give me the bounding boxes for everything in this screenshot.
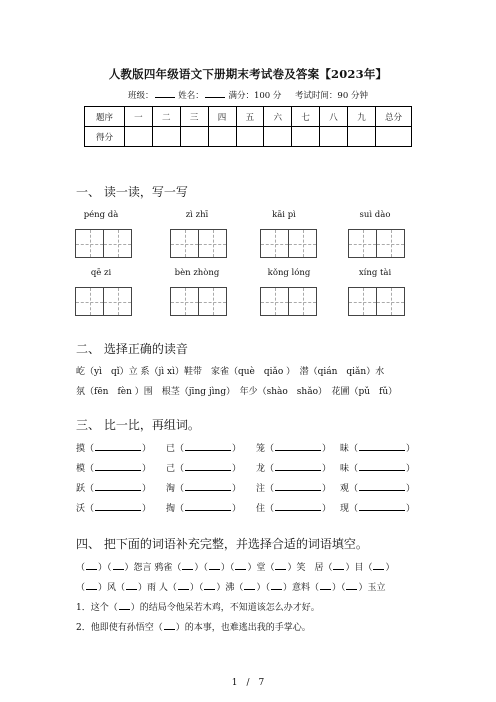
idiom-blank[interactable] — [271, 581, 282, 590]
idiom-blank[interactable] — [373, 561, 384, 570]
writing-grid[interactable] — [260, 229, 316, 257]
compare-item: 跃（ ） — [76, 481, 151, 494]
question-2: 2．他即使有孙悟空（ ）的本事，也难逃出我的手掌心。 — [76, 623, 311, 633]
section4-heading: 四、 把下面的词语补充完整，并选择合适的词语填空。 — [76, 537, 368, 551]
answer-blank[interactable] — [359, 481, 405, 491]
writing-grid[interactable] — [260, 287, 316, 315]
compare-item: 昧（ ） — [340, 441, 415, 454]
answer-blank[interactable] — [359, 501, 405, 511]
name-blank[interactable] — [205, 89, 225, 98]
compare-char: 跃 — [76, 484, 86, 494]
writing-grid[interactable] — [75, 287, 131, 315]
score-cell[interactable] — [376, 127, 412, 147]
compare-char: 味 — [340, 464, 350, 474]
score-row-label: 得分 — [85, 127, 125, 147]
compare-item: 注（ ） — [256, 481, 331, 494]
class-blank[interactable] — [155, 89, 175, 98]
answer-blank[interactable] — [275, 481, 321, 491]
writing-grid[interactable] — [348, 229, 404, 257]
question-blank[interactable] — [119, 601, 130, 610]
pinyin: qē zi — [90, 268, 112, 278]
idiom-blank[interactable] — [209, 561, 220, 570]
page-number: 1 / 7 — [231, 678, 265, 688]
score-header-cell: 七 — [292, 107, 320, 127]
compare-item: 住（ ） — [256, 501, 331, 514]
score-header-cell: 题序 — [85, 107, 125, 127]
answer-blank[interactable] — [275, 441, 321, 451]
answer-blank[interactable] — [95, 481, 141, 491]
answer-blank[interactable] — [95, 441, 141, 451]
compare-item: 淘（ ） — [166, 481, 241, 494]
idiom-blank[interactable] — [113, 561, 124, 570]
compare-char: 住 — [256, 504, 266, 514]
writing-grid[interactable] — [170, 229, 226, 257]
pinyin: zì zhī — [185, 210, 209, 220]
section3-heading: 三、 比一比，再组词。 — [76, 418, 200, 432]
score-header-cell: 三 — [180, 107, 208, 127]
compare-char: 沃 — [76, 504, 86, 514]
compare-char: 观 — [340, 484, 350, 494]
idiom-blank[interactable] — [178, 581, 189, 590]
score-header-cell: 八 — [320, 107, 348, 127]
score-header-cell: 九 — [348, 107, 376, 127]
idiom-blank[interactable] — [86, 561, 97, 570]
idiom-blank[interactable] — [235, 561, 246, 570]
answer-blank[interactable] — [95, 501, 141, 511]
score-cell[interactable] — [320, 127, 348, 147]
writing-grid[interactable] — [348, 287, 404, 315]
compare-item: 观（ ） — [340, 481, 415, 494]
score-cell[interactable] — [236, 127, 264, 147]
compare-item: 已（ ） — [166, 441, 241, 454]
compare-char: 已 — [166, 444, 176, 454]
answer-blank[interactable] — [359, 461, 405, 471]
answer-blank[interactable] — [185, 481, 231, 491]
compare-item: 模（ ） — [76, 461, 151, 474]
answer-blank[interactable] — [185, 441, 231, 451]
exam-info-line — [0, 89, 496, 101]
idiom-blank[interactable] — [86, 581, 97, 590]
answer-blank[interactable] — [185, 461, 231, 471]
score-table-score-row — [85, 127, 412, 147]
compare-item: 味（ ） — [340, 461, 415, 474]
score-header-cell: 二 — [152, 107, 180, 127]
answer-blank[interactable] — [359, 441, 405, 451]
pinyin: suì dào — [359, 210, 391, 220]
score-cell[interactable] — [125, 127, 153, 147]
compare-char: 昧 — [340, 444, 350, 454]
score-table — [84, 106, 412, 147]
idiom-blank[interactable] — [346, 581, 357, 590]
compare-char: 淘 — [166, 484, 176, 494]
compare-char: 笼 — [256, 444, 266, 454]
score-header-cell: 六 — [264, 107, 292, 127]
question-1: 1．这个（ ）的结局令他呆若木鸡，不知道该怎么办才好。 — [76, 603, 320, 613]
full-score: 满分：100 分 — [228, 91, 282, 101]
compare-char: 模 — [76, 464, 86, 474]
compare-item: 己（ ） — [166, 461, 241, 474]
score-header-cell: 四 — [208, 107, 236, 127]
idiom-line-1: （ ）（ ）怨言 鸦雀（ ）（ ）（ ）堂（ ）笑 居（ ）目（ ） — [76, 563, 395, 573]
idiom-blank[interactable] — [333, 561, 344, 570]
score-cell[interactable] — [208, 127, 236, 147]
question-blank[interactable] — [164, 621, 175, 630]
pinyin: kāi pì — [272, 210, 296, 220]
pinyin: kǒng lóng — [267, 268, 311, 278]
compare-char: 注 — [256, 484, 266, 494]
answer-blank[interactable] — [275, 461, 321, 471]
class-label: 班级： — [128, 91, 154, 101]
compare-item: 龙（ ） — [256, 461, 331, 474]
writing-grid[interactable] — [170, 287, 226, 315]
pinyin: xíng tài — [358, 268, 392, 278]
compare-char: 掏 — [166, 504, 176, 514]
compare-char: 己 — [166, 464, 176, 474]
pronunciation-line-2: 氛（fēn fèn ）围 根茎（jīng jìng） 年少（shào shǎo） 花圃（pǔ fǔ） — [76, 387, 398, 397]
score-cell[interactable] — [292, 127, 320, 147]
section1-heading: 一、 读一读，写一写 — [76, 185, 188, 199]
score-cell[interactable] — [348, 127, 376, 147]
score-header-cell: 五 — [236, 107, 264, 127]
idiom-blank[interactable] — [320, 581, 331, 590]
answer-blank[interactable] — [275, 501, 321, 511]
score-cell[interactable] — [152, 127, 180, 147]
compare-char: 摸 — [76, 444, 86, 454]
exam-time: 考试时间：90 分钟 — [294, 91, 368, 101]
pinyin: péng dà — [83, 210, 119, 220]
answer-blank[interactable] — [185, 501, 231, 511]
compare-item: 摸（ ） — [76, 441, 151, 454]
pronunciation-line-1: 屹（yì qǐ）立 系（jì xì）鞋带 家雀（què qiǎo ） 潜（qián qiǎn）水 — [76, 367, 385, 377]
idiom-blank[interactable] — [182, 561, 193, 570]
score-header-cell: 一 — [125, 107, 153, 127]
score-cell[interactable] — [180, 127, 208, 147]
score-header-cell: 总分 — [376, 107, 412, 127]
idiom-blank[interactable] — [126, 581, 137, 590]
compare-item: 沃（ ） — [76, 501, 151, 514]
score-table-header-row — [85, 107, 412, 127]
pinyin: bèn zhòng — [174, 268, 220, 278]
idiom-blank[interactable] — [275, 561, 286, 570]
name-label: 姓名： — [178, 91, 204, 101]
compare-item: 掏（ ） — [166, 501, 241, 514]
compare-char: 现 — [340, 504, 350, 514]
answer-blank[interactable] — [95, 461, 141, 471]
idiom-line-2: （ ）风（ ）雨 人（ ）（ ）沸（ ）（ ）意料（ ）（ ）玉立 — [76, 583, 386, 593]
idiom-blank[interactable] — [244, 581, 255, 590]
score-cell[interactable] — [264, 127, 292, 147]
compare-item: 现（ ） — [340, 501, 415, 514]
compare-item: 笼（ ） — [256, 441, 331, 454]
idiom-blank[interactable] — [204, 581, 215, 590]
writing-grid[interactable] — [75, 229, 131, 257]
compare-char: 龙 — [256, 464, 266, 474]
section2-heading: 二、 选择正确的读音 — [76, 342, 188, 356]
page-title: 人教版四年级语文下册期末考试卷及答案【2023年】 — [108, 67, 388, 81]
